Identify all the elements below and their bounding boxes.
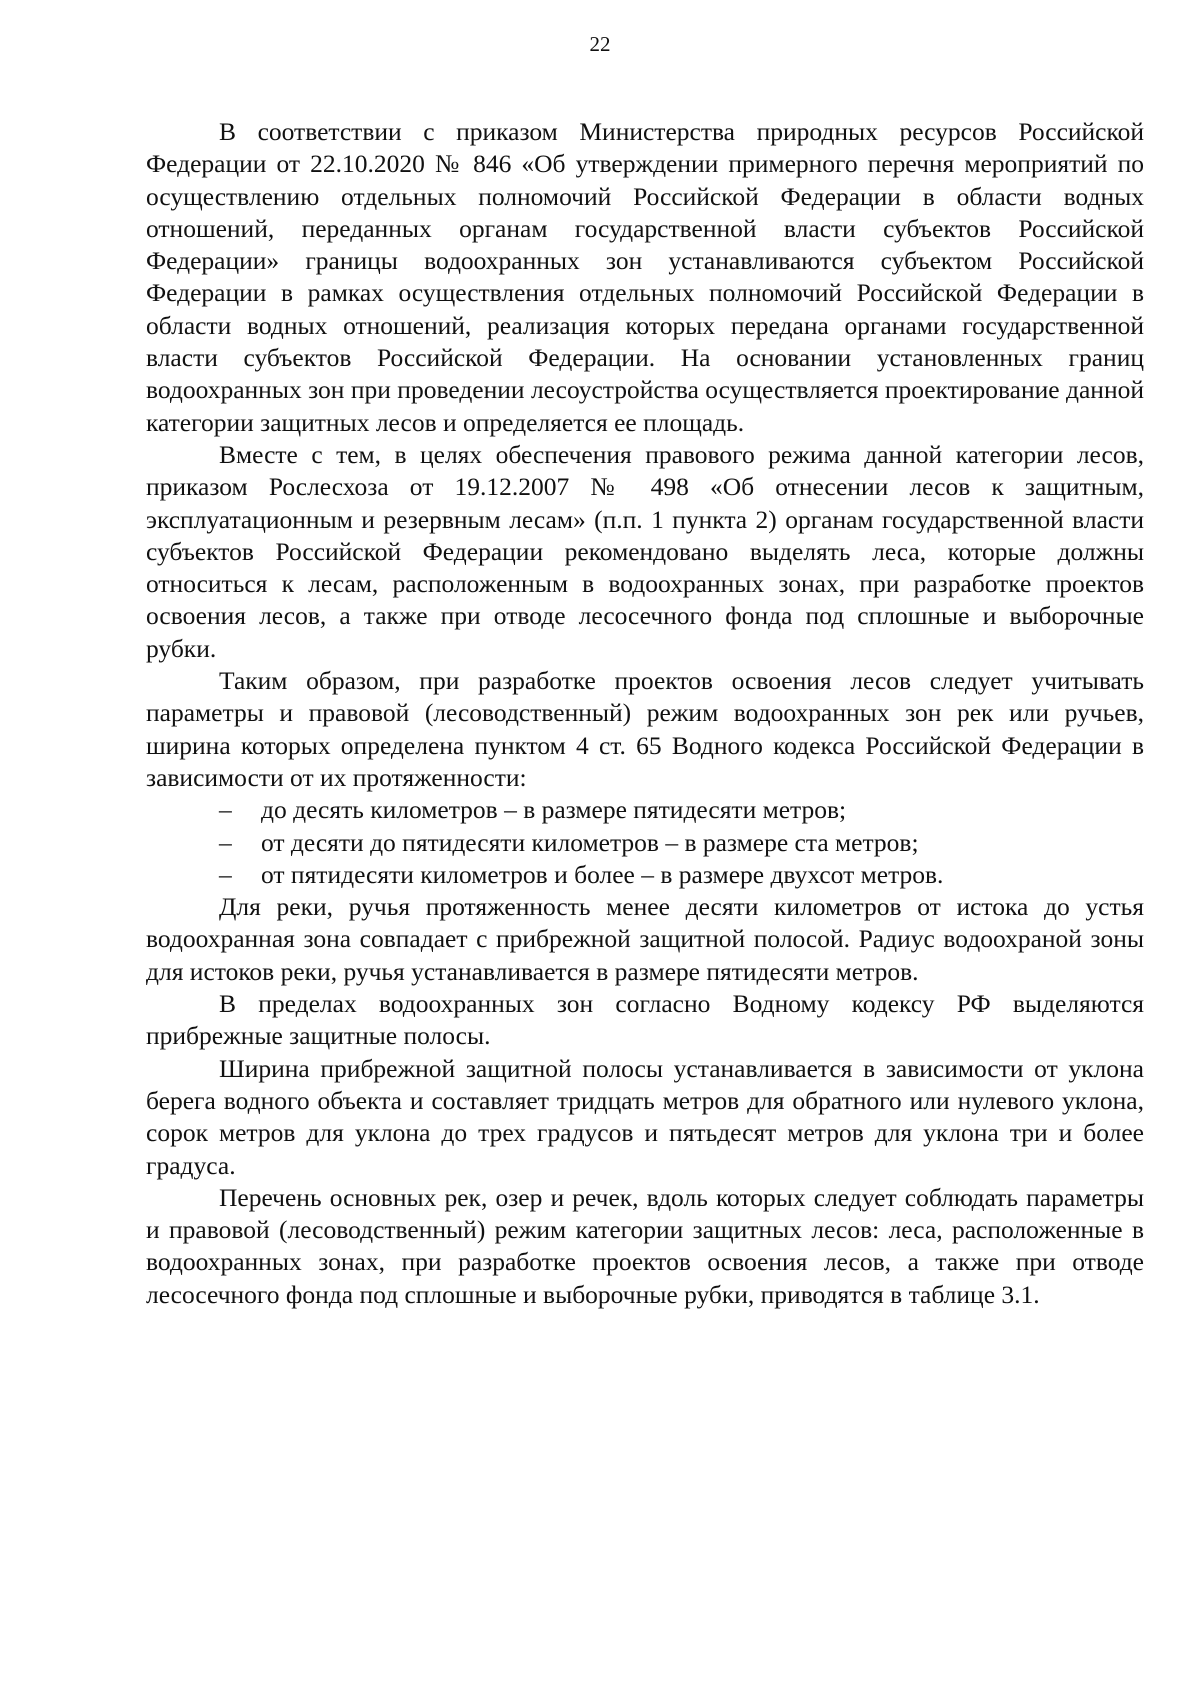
page-number: 22 bbox=[589, 32, 611, 56]
list-item-text: до десять километров – в размере пятидесяти метров; bbox=[261, 795, 847, 825]
paragraph-water-code: Таким образом, при разработке проектов освоения лесов следует учитывать параметры и правовой (лесоводственный) режим водоохранных зон рек или ручьев, ширина которых определена пунктом 4 ст. 65 Водного кодекса Российской Федерации в зависимости от их протяженности: bbox=[146, 666, 1144, 792]
list-dash: – bbox=[219, 859, 232, 889]
paragraph-protective-strips: В пределах водоохранных зон согласно Водному кодексу РФ выделяются прибрежные защитные полосы. bbox=[146, 989, 1144, 1051]
paragraph-strip-width: Ширина прибрежной защитной полосы устанавливается в зависимости от уклона берега водного объекта и составляет тридцать метров для обратного или нулевого уклона, сорок метров для уклона до трех градусов и пятьдесят метров для уклона три и более градуса. bbox=[146, 1053, 1144, 1180]
paragraph-table-reference: Перечень основных рек, озер и речек, вдоль которых следует соблюдать параметры и правовой (лесоводственный) режим категории защитных лесов: леса, расположенные в водоохранных зонах, при разработке проектов освоения лесов, а также при отводе лесосечного фонда под сплошные и выборочные рубки, приводятся в таблице 3.1. bbox=[146, 1182, 1144, 1309]
list-item bbox=[146, 859, 1144, 891]
list-dash: – bbox=[219, 795, 232, 825]
list-item bbox=[146, 794, 1144, 826]
document-body bbox=[146, 116, 1144, 1311]
list-dash: – bbox=[219, 827, 232, 857]
paragraph-short-rivers: Для реки, ручья протяженность менее десяти километров от истока до устья водоохранная зона совпадает с прибрежной защитной полосой. Радиус водоохраной зоны для истоков реки, ручья устанавливается в размере пятидесяти метров. bbox=[146, 892, 1144, 986]
paragraph-order-498: Вместе с тем, в целях обеспечения правового режима данной категории лесов, приказом Рослесхоза от 19.12.2007 № 498 «Об отнесении лесов к защитным, эксплуатационным и резервным лесам» (п.п. 1 пункта 2) органам государственной власти субъектов Российской Федерации рекомендовано выделять леса, которые должны относиться к лесам, расположенным в водоохранных зонах, при разработке проектов освоения лесов, а также при отводе лесосечного фонда под сплошные и выборочные рубки. bbox=[146, 439, 1144, 663]
zone-width-list bbox=[146, 794, 1144, 891]
list-item-text: от десяти до пятидесяти километров – в размере ста метров; bbox=[261, 827, 919, 857]
list-item bbox=[146, 827, 1144, 859]
paragraph-order-846: В соответствии с приказом Министерства природных ресурсов Российской Федерации от 22.10.2020 № 846 «Об утверждении примерного перечня мероприятий по осуществлению отдельных полномочий Российской Федерации в области водных отношений, переданных органам государственной власти субъектов Российской Федерации» границы водоохранных зон устанавливаются субъектом Российской Федерации в рамках осуществления отдельных полномочий Российской Федерации в области водных отношений, реализация которых передана органами государственной власти субъектов Российской Федерации. На основании установленных границ водоохранных зон при проведении лесоустройства осуществляется проектирование данной категории защитных лесов и определяется ее площадь. bbox=[146, 117, 1144, 437]
list-item-text: от пятидесяти километров и более – в размере двухсот метров. bbox=[261, 859, 944, 889]
